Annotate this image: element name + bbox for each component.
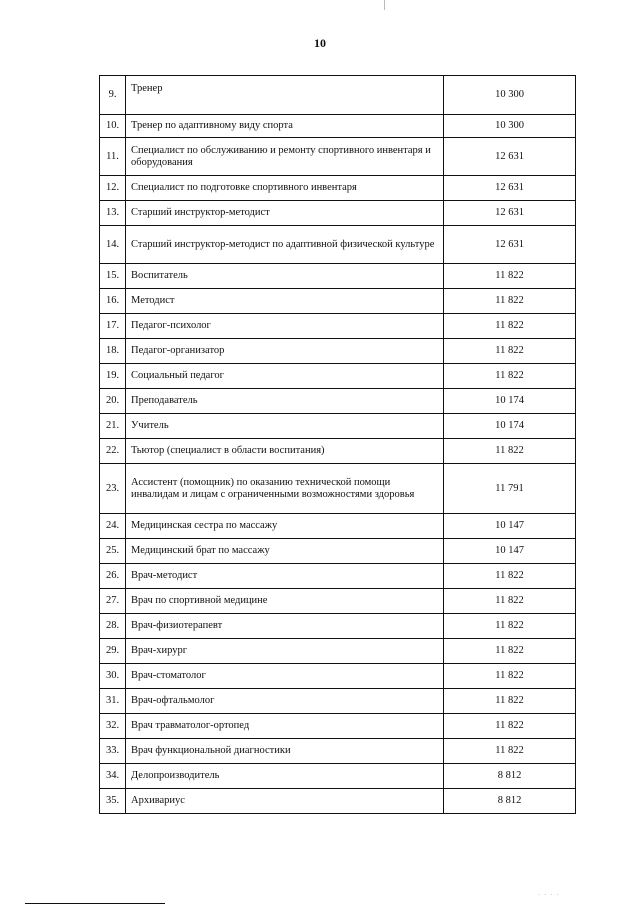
- salary-value: 10 300: [444, 76, 576, 115]
- row-number: 21.: [100, 414, 126, 439]
- table-row: [100, 389, 576, 414]
- row-number: 19.: [100, 364, 126, 389]
- table-row: [100, 689, 576, 714]
- table-row: [100, 364, 576, 389]
- salary-value: 11 822: [444, 439, 576, 464]
- row-number: 29.: [100, 639, 126, 664]
- position-name: Архивариус: [126, 789, 444, 814]
- position-name: Тренер: [126, 76, 444, 115]
- salary-value: 10 174: [444, 414, 576, 439]
- row-number: 17.: [100, 314, 126, 339]
- salary-value: 11 822: [444, 639, 576, 664]
- salary-value: 11 791: [444, 464, 576, 514]
- row-number: 30.: [100, 664, 126, 689]
- salary-value: 8 812: [444, 764, 576, 789]
- salary-value: 10 300: [444, 115, 576, 138]
- salary-value: 11 822: [444, 739, 576, 764]
- position-name: Врач функциональной диагностики: [126, 739, 444, 764]
- table-row: [100, 176, 576, 201]
- row-number: 11.: [100, 138, 126, 176]
- salary-value: 10 147: [444, 514, 576, 539]
- position-name: Преподаватель: [126, 389, 444, 414]
- table-row: [100, 76, 576, 115]
- row-number: 24.: [100, 514, 126, 539]
- table-row: [100, 789, 576, 814]
- position-name: Учитель: [126, 414, 444, 439]
- position-name: Врач-методист: [126, 564, 444, 589]
- row-number: 16.: [100, 289, 126, 314]
- position-name: Медицинский брат по массажу: [126, 539, 444, 564]
- position-name: Социальный педагог: [126, 364, 444, 389]
- position-name: Врач-стоматолог: [126, 664, 444, 689]
- row-number: 9.: [100, 76, 126, 115]
- salary-value: 11 822: [444, 264, 576, 289]
- position-name: Врач-физиотерапевт: [126, 614, 444, 639]
- position-name: Педагог-организатор: [126, 339, 444, 364]
- table-row: [100, 664, 576, 689]
- table-row: [100, 714, 576, 739]
- table-row: [100, 414, 576, 439]
- position-name: Специалист по обслуживанию и ремонту спортивного инвентаря и оборудования: [126, 138, 444, 176]
- row-number: 14.: [100, 226, 126, 264]
- table-row: [100, 226, 576, 264]
- table-row: [100, 739, 576, 764]
- salary-value: 11 822: [444, 564, 576, 589]
- row-number: 32.: [100, 714, 126, 739]
- row-number: 18.: [100, 339, 126, 364]
- row-number: 28.: [100, 614, 126, 639]
- salary-value: 12 631: [444, 226, 576, 264]
- row-number: 20.: [100, 389, 126, 414]
- row-number: 13.: [100, 201, 126, 226]
- table-row: [100, 115, 576, 138]
- position-name: Медицинская сестра по массажу: [126, 514, 444, 539]
- table-row: [100, 764, 576, 789]
- position-name: Тренер по адаптивному виду спорта: [126, 115, 444, 138]
- salary-value: 11 822: [444, 289, 576, 314]
- position-name: Специалист по подготовке спортивного инвентаря: [126, 176, 444, 201]
- salary-value: 11 822: [444, 689, 576, 714]
- row-number: 10.: [100, 115, 126, 138]
- table-row: [100, 539, 576, 564]
- position-name: Делопроизводитель: [126, 764, 444, 789]
- table-row: [100, 289, 576, 314]
- table-row: [100, 589, 576, 614]
- salary-value: 11 822: [444, 614, 576, 639]
- row-number: 26.: [100, 564, 126, 589]
- row-number: 33.: [100, 739, 126, 764]
- table-row: [100, 138, 576, 176]
- table-row: [100, 464, 576, 514]
- footnote-separator: [25, 903, 165, 904]
- salary-value: 11 822: [444, 314, 576, 339]
- position-name: Методист: [126, 289, 444, 314]
- row-number: 35.: [100, 789, 126, 814]
- position-name: Врач-хирург: [126, 639, 444, 664]
- page-number: 10: [314, 36, 326, 50]
- salary-table: [99, 75, 576, 814]
- position-name: Педагог-психолог: [126, 314, 444, 339]
- salary-value: 10 147: [444, 539, 576, 564]
- table-row: [100, 614, 576, 639]
- table-row: [100, 264, 576, 289]
- salary-value: 11 822: [444, 664, 576, 689]
- position-name: Ассистент (помощник) по оказанию технической помощи инвалидам и лицам с ограниченными возможностями здоровья: [126, 464, 444, 514]
- salary-value: 12 631: [444, 176, 576, 201]
- row-number: 34.: [100, 764, 126, 789]
- scan-mark: [384, 0, 385, 10]
- scan-corner-mark: · · · ·: [538, 891, 560, 899]
- table-row: [100, 564, 576, 589]
- salary-value: 11 822: [444, 364, 576, 389]
- position-name: Врач по спортивной медицине: [126, 589, 444, 614]
- position-name: Старший инструктор-методист: [126, 201, 444, 226]
- position-name: Старший инструктор-методист по адаптивной физической культуре: [126, 226, 444, 264]
- row-number: 12.: [100, 176, 126, 201]
- position-name: Врач-офтальмолог: [126, 689, 444, 714]
- table-row: [100, 339, 576, 364]
- salary-value: 8 812: [444, 789, 576, 814]
- row-number: 15.: [100, 264, 126, 289]
- row-number: 23.: [100, 464, 126, 514]
- table-row: [100, 514, 576, 539]
- salary-value: 12 631: [444, 138, 576, 176]
- row-number: 31.: [100, 689, 126, 714]
- position-name: Тьютор (специалист в области воспитания): [126, 439, 444, 464]
- table-row: [100, 201, 576, 226]
- table-row: [100, 639, 576, 664]
- row-number: 25.: [100, 539, 126, 564]
- row-number: 22.: [100, 439, 126, 464]
- salary-value: 10 174: [444, 389, 576, 414]
- salary-value: 11 822: [444, 589, 576, 614]
- salary-value: 11 822: [444, 714, 576, 739]
- salary-value: 12 631: [444, 201, 576, 226]
- position-name: Врач травматолог-ортопед: [126, 714, 444, 739]
- row-number: 27.: [100, 589, 126, 614]
- salary-value: 11 822: [444, 339, 576, 364]
- position-name: Воспитатель: [126, 264, 444, 289]
- table-row: [100, 314, 576, 339]
- table-row: [100, 439, 576, 464]
